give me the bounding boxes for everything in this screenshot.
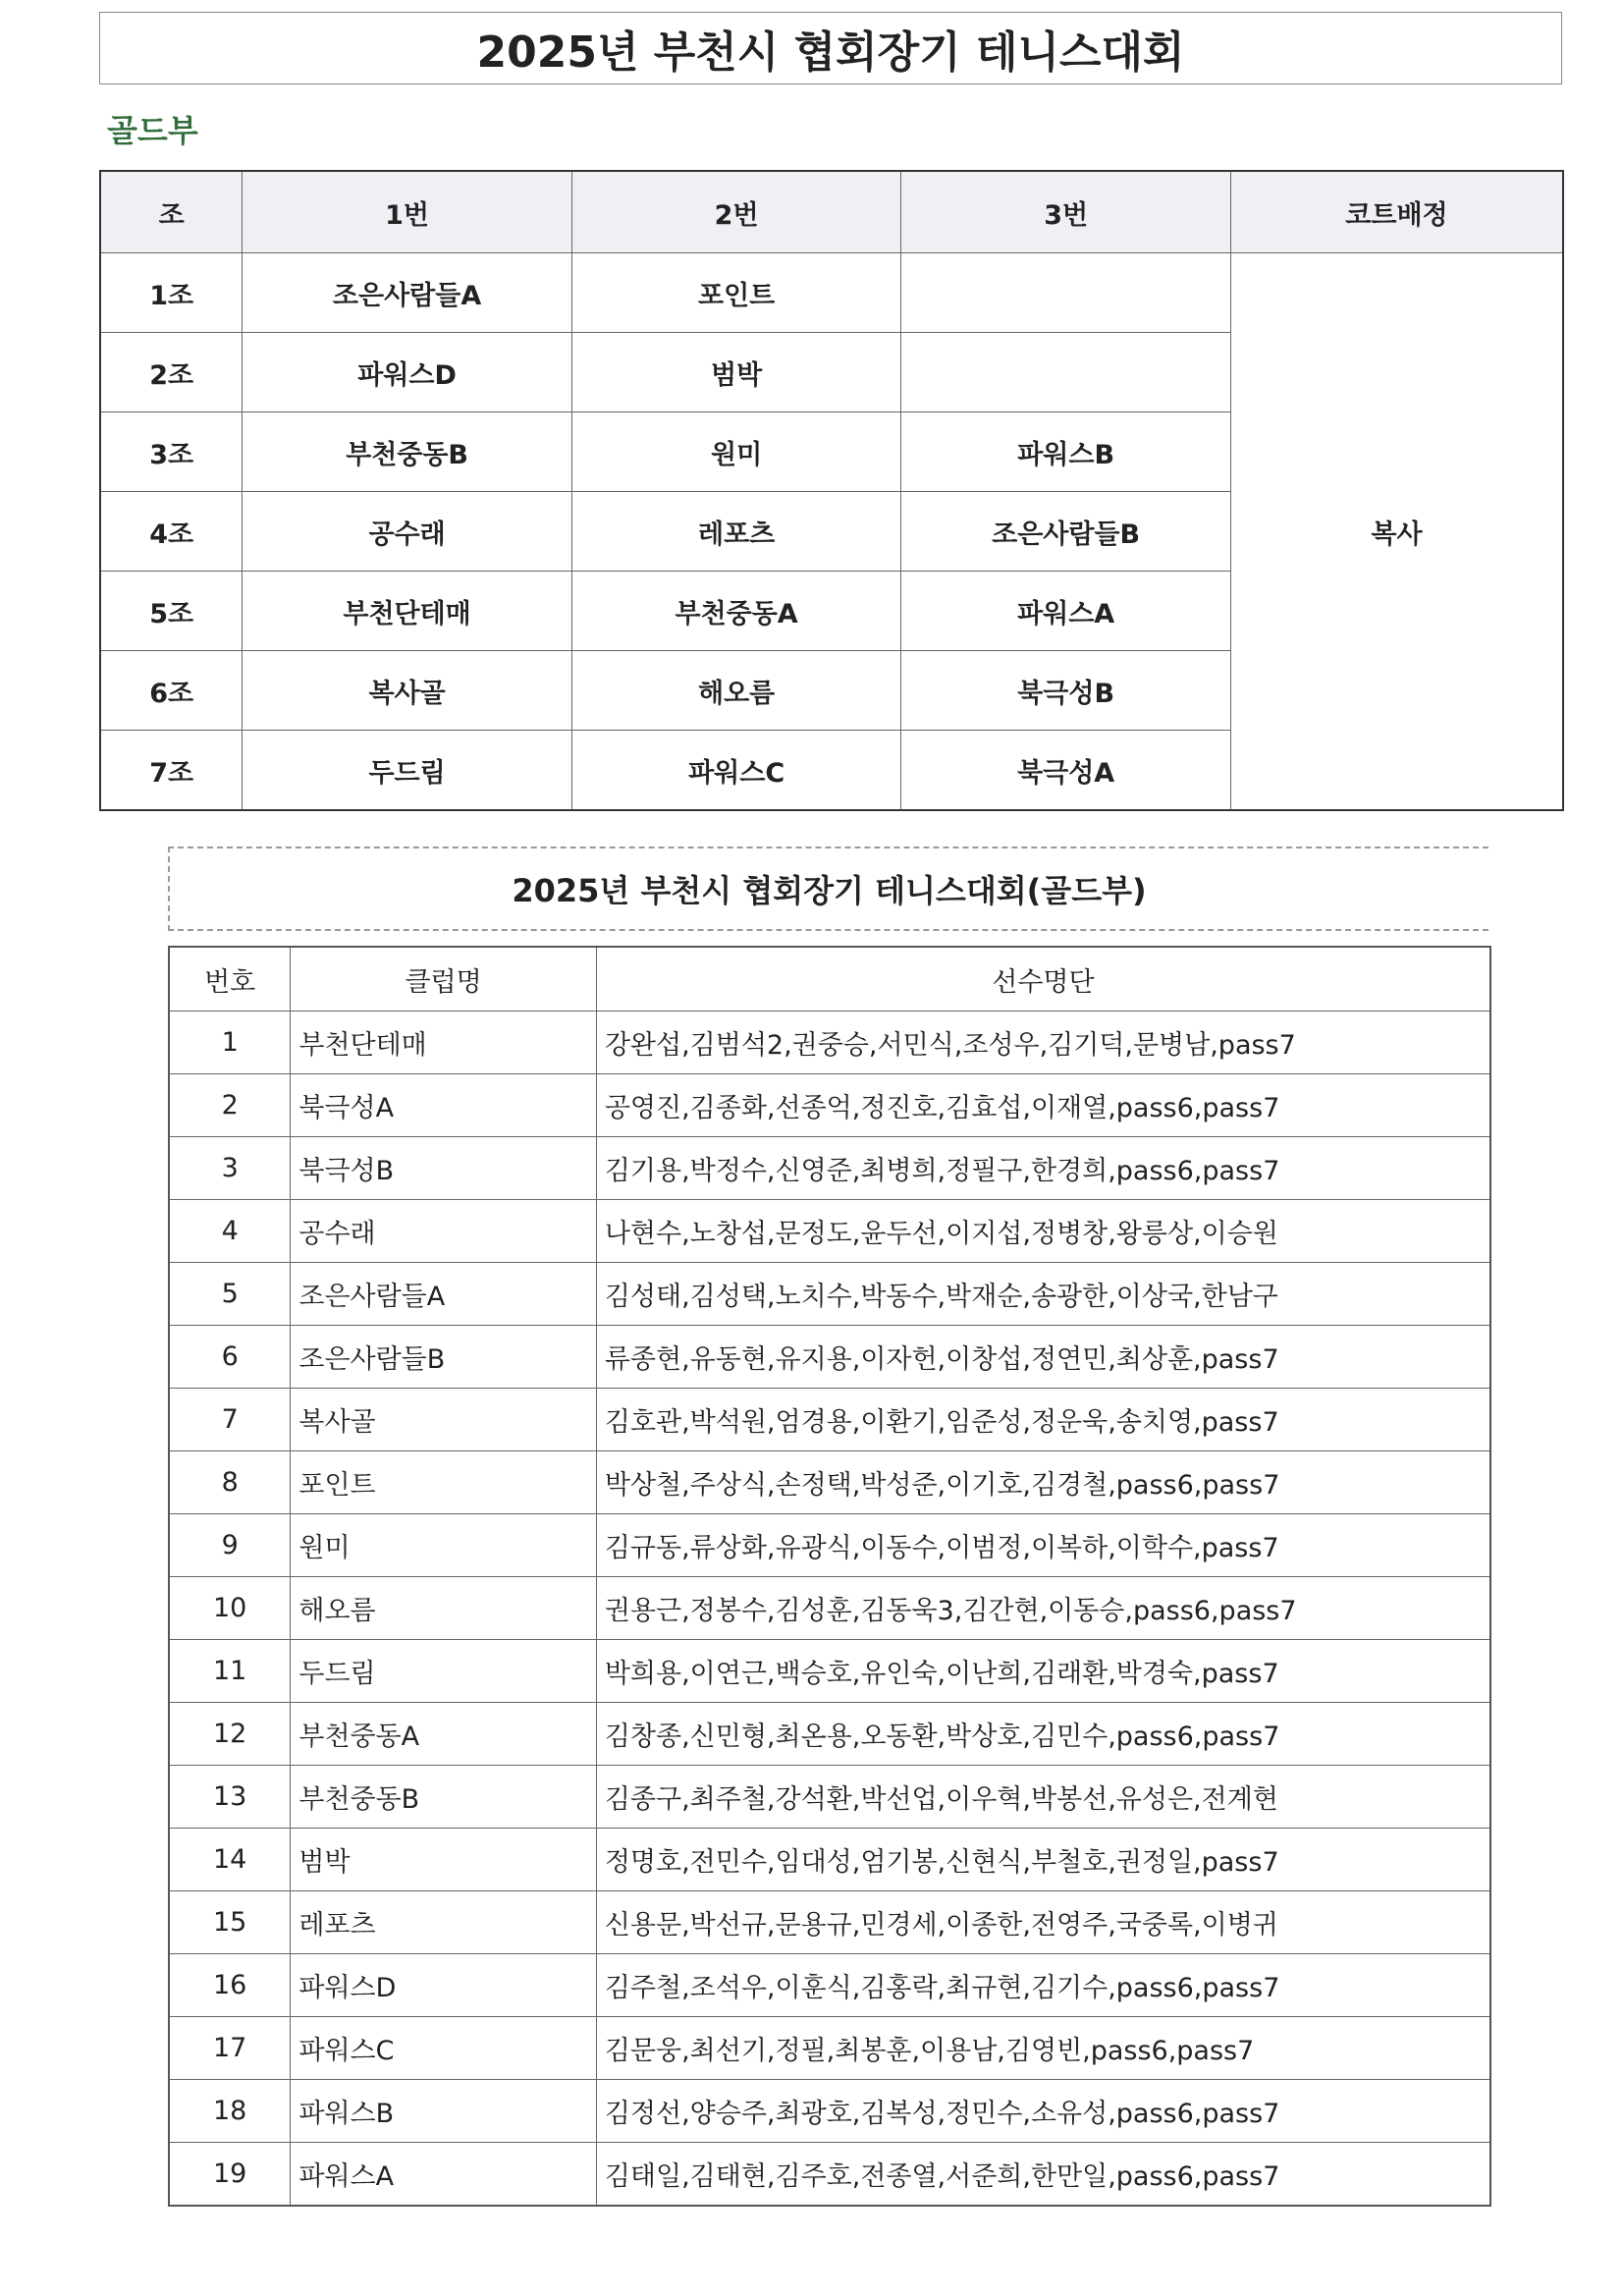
row-number: 6 [169, 1326, 291, 1389]
club-name: 부천단테매 [291, 1011, 596, 1074]
table-row [169, 2017, 1490, 2080]
group-team-p3: 북극성A [901, 731, 1231, 811]
table-row [169, 1891, 1490, 1954]
player-list: 김호관,박석원,엄경용,이환기,임준성,정운욱,송치영,pass7 [596, 1389, 1490, 1451]
club-name: 북극성B [291, 1137, 596, 1200]
club-name: 두드림 [291, 1640, 596, 1703]
row-number: 14 [169, 1829, 291, 1891]
roster-header-cell: 선수명단 [596, 947, 1490, 1011]
club-name: 원미 [291, 1514, 596, 1577]
group-team-p3: 조은사람들B [901, 492, 1231, 572]
roster-title: 2025년 부천시 협회장기 테니스대회(골드부) [168, 847, 1488, 931]
group-label: 7조 [100, 731, 243, 811]
roster-header-cell: 클럽명 [291, 947, 596, 1011]
row-number: 10 [169, 1577, 291, 1640]
club-name: 범박 [291, 1829, 596, 1891]
group-team-p1: 부천단테매 [243, 572, 572, 651]
row-number: 13 [169, 1766, 291, 1829]
row-number: 12 [169, 1703, 291, 1766]
group-label: 2조 [100, 333, 243, 412]
document-title: 2025년 부천시 협회장기 테니스대회 [99, 12, 1562, 84]
player-list: 나현수,노창섭,문정도,윤두선,이지섭,정병창,왕릉상,이승원 [596, 1200, 1490, 1263]
group-header-cell: 코트배정 [1230, 171, 1563, 253]
group-team-p1: 부천중동B [243, 412, 572, 492]
group-row [100, 253, 1563, 333]
group-team-p1: 파워스D [243, 333, 572, 412]
row-number: 7 [169, 1389, 291, 1451]
group-team-p1: 공수래 [243, 492, 572, 572]
club-name: 조은사람들B [291, 1326, 596, 1389]
group-team-p3 [901, 333, 1231, 412]
table-row [169, 1263, 1490, 1326]
group-team-p2: 파워스C [571, 731, 901, 811]
table-row [169, 2080, 1490, 2143]
table-row [169, 1703, 1490, 1766]
row-number: 4 [169, 1200, 291, 1263]
group-team-p2: 부천중동A [571, 572, 901, 651]
player-list: 김문웅,최선기,정필,최봉훈,이용남,김영빈,pass6,pass7 [596, 2017, 1490, 2080]
table-row [169, 1640, 1490, 1703]
group-header-cell: 2번 [571, 171, 901, 253]
club-name: 부천중동A [291, 1703, 596, 1766]
table-row [169, 1137, 1490, 1200]
group-team-p2: 레포츠 [571, 492, 901, 572]
row-number: 8 [169, 1451, 291, 1514]
row-number: 1 [169, 1011, 291, 1074]
row-number: 2 [169, 1074, 291, 1137]
club-name: 공수래 [291, 1200, 596, 1263]
table-row [169, 1074, 1490, 1137]
row-number: 16 [169, 1954, 291, 2017]
player-list: 공영진,김종화,선종억,정진호,김효섭,이재열,pass6,pass7 [596, 1074, 1490, 1137]
table-row [169, 1514, 1490, 1577]
player-list: 김종구,최주철,강석환,박선업,이우혁,박봉선,유성은,전계현 [596, 1766, 1490, 1829]
player-list: 신용문,박선규,문용규,민경세,이종한,전영주,국중록,이병귀 [596, 1891, 1490, 1954]
table-row [169, 1954, 1490, 2017]
row-number: 11 [169, 1640, 291, 1703]
table-row [169, 1766, 1490, 1829]
group-team-p3: 파워스A [901, 572, 1231, 651]
group-team-p2: 원미 [571, 412, 901, 492]
player-list: 강완섭,김범석2,권중승,서민식,조성우,김기덕,문병남,pass7 [596, 1011, 1490, 1074]
table-row [169, 2143, 1490, 2207]
player-list: 김태일,김태현,김주호,전종열,서준희,한만일,pass6,pass7 [596, 2143, 1490, 2207]
group-label: 4조 [100, 492, 243, 572]
group-table-header [100, 171, 1563, 253]
club-name: 파워스C [291, 2017, 596, 2080]
club-name: 파워스D [291, 1954, 596, 2017]
row-number: 18 [169, 2080, 291, 2143]
group-team-p1: 복사골 [243, 651, 572, 731]
player-list: 권용근,정봉수,김성훈,김동욱3,김간현,이동승,pass6,pass7 [596, 1577, 1490, 1640]
table-row [169, 1451, 1490, 1514]
row-number: 19 [169, 2143, 291, 2207]
table-row [169, 1326, 1490, 1389]
club-name: 해오름 [291, 1577, 596, 1640]
roster-table [168, 946, 1491, 2207]
group-label: 6조 [100, 651, 243, 731]
table-row [169, 1011, 1490, 1074]
player-list: 박상철,주상식,손정택,박성준,이기호,김경철,pass6,pass7 [596, 1451, 1490, 1514]
club-name: 복사골 [291, 1389, 596, 1451]
group-team-p2: 포인트 [571, 253, 901, 333]
row-number: 3 [169, 1137, 291, 1200]
club-name: 부천중동B [291, 1766, 596, 1829]
club-name: 북극성A [291, 1074, 596, 1137]
group-header-cell: 3번 [901, 171, 1231, 253]
player-list: 박희용,이연근,백승호,유인숙,이난희,김래환,박경숙,pass7 [596, 1640, 1490, 1703]
club-name: 파워스A [291, 2143, 596, 2207]
club-name: 레포츠 [291, 1891, 596, 1954]
table-row [169, 1829, 1490, 1891]
group-team-p3 [901, 253, 1231, 333]
player-list: 정명호,전민수,임대성,엄기봉,신현식,부철호,권정일,pass7 [596, 1829, 1490, 1891]
group-label: 1조 [100, 253, 243, 333]
group-label: 5조 [100, 572, 243, 651]
group-table [99, 170, 1564, 811]
table-row [169, 1389, 1490, 1451]
player-list: 김성태,김성택,노치수,박동수,박재순,송광한,이상국,한남구 [596, 1263, 1490, 1326]
group-team-p3: 북극성B [901, 651, 1231, 731]
group-team-p1: 두드림 [243, 731, 572, 811]
group-team-p3: 파워스B [901, 412, 1231, 492]
group-header-cell: 1번 [243, 171, 572, 253]
row-number: 17 [169, 2017, 291, 2080]
group-header-cell: 조 [100, 171, 243, 253]
table-row [169, 1577, 1490, 1640]
club-name: 조은사람들A [291, 1263, 596, 1326]
group-team-p2: 범박 [571, 333, 901, 412]
row-number: 15 [169, 1891, 291, 1954]
group-team-p1: 조은사람들A [243, 253, 572, 333]
table-row [169, 1200, 1490, 1263]
roster-table-header [169, 947, 1490, 1011]
court-assignment: 복사 [1230, 253, 1563, 811]
player-list: 류종현,유동현,유지용,이자헌,이창섭,정연민,최상훈,pass7 [596, 1326, 1490, 1389]
row-number: 9 [169, 1514, 291, 1577]
player-list: 김기용,박정수,신영준,최병희,정필구,한경희,pass6,pass7 [596, 1137, 1490, 1200]
row-number: 5 [169, 1263, 291, 1326]
club-name: 포인트 [291, 1451, 596, 1514]
player-list: 김규동,류상화,유광식,이동수,이범정,이복하,이학수,pass7 [596, 1514, 1490, 1577]
roster-header-cell: 번호 [169, 947, 291, 1011]
group-team-p2: 해오름 [571, 651, 901, 731]
player-list: 김주철,조석우,이훈식,김홍락,최규현,김기수,pass6,pass7 [596, 1954, 1490, 2017]
group-label: 3조 [100, 412, 243, 492]
player-list: 김정선,양승주,최광호,김복성,정민수,소유성,pass6,pass7 [596, 2080, 1490, 2143]
player-list: 김창종,신민형,최온용,오동환,박상호,김민수,pass6,pass7 [596, 1703, 1490, 1766]
section-label: 골드부 [107, 112, 198, 149]
club-name: 파워스B [291, 2080, 596, 2143]
